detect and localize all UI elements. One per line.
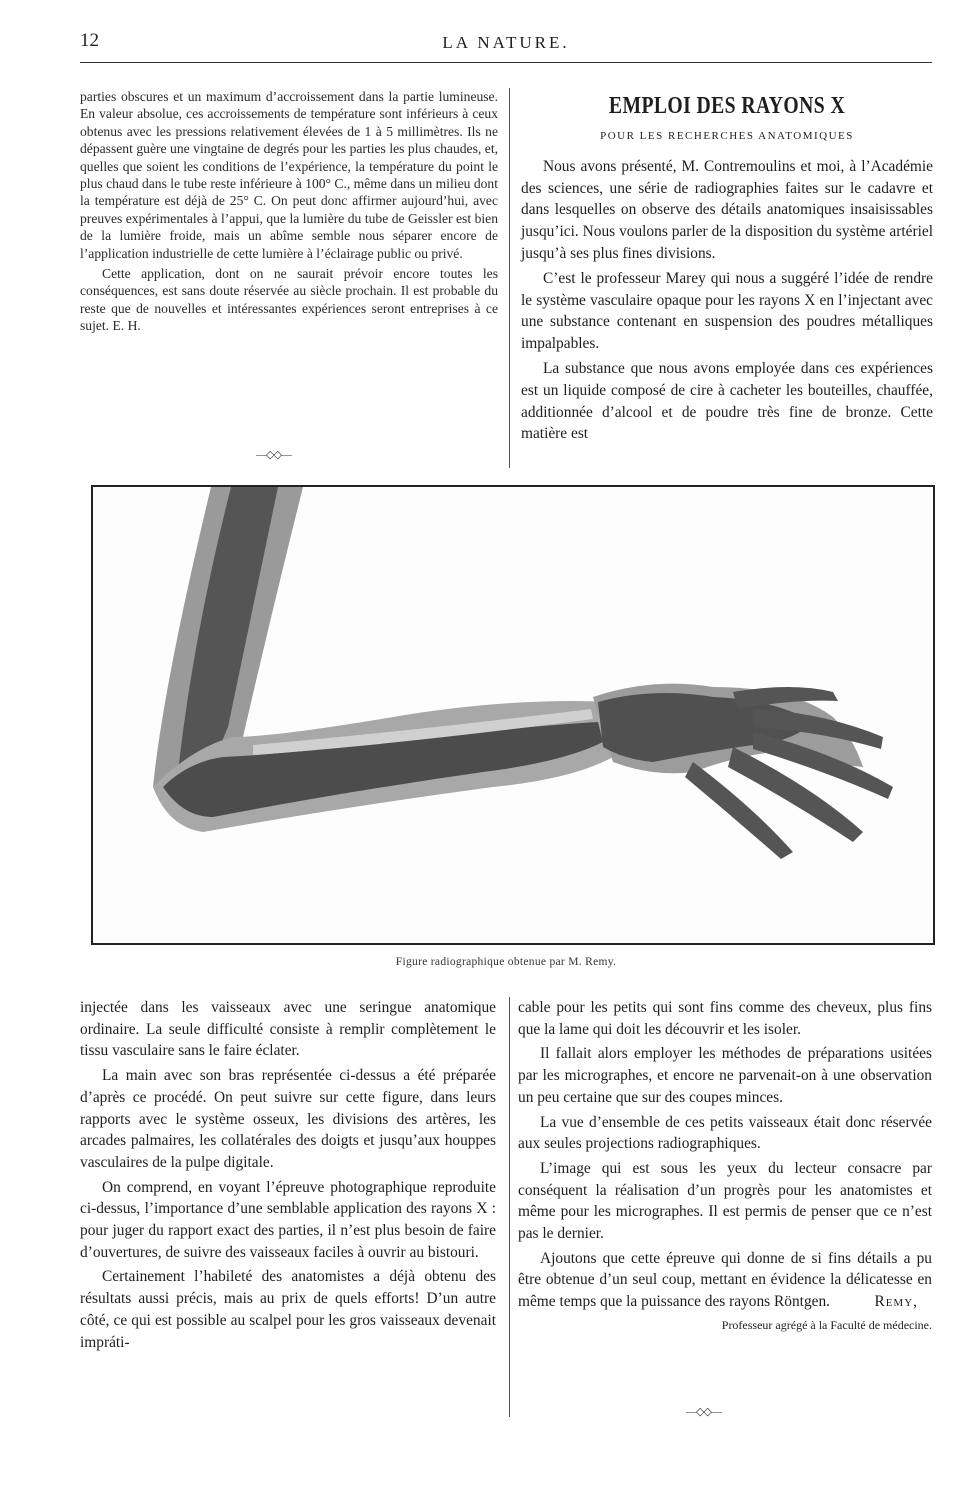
article-column-right [518, 997, 932, 1337]
paragraph: L’image qui est sous les yeux du lecteur consacre par conséquent la réalisation d’un progrès pour les anatomistes et même pour les micrographes. Il est permis de penser que ce n’est pas le dernier. [518, 1159, 932, 1243]
paragraph: injectée dans les vaisseaux avec une seringue anatomique ordinaire. La seule difficulté consiste à remplir complètement le tissu vasculaire sans le faire éclater. [80, 999, 496, 1060]
article-intro-column [521, 92, 933, 445]
paragraph: La vue d’ensemble de ces petits vaisseaux était donc réservée aux seules projections radiographiques. [518, 1113, 932, 1153]
paragraph: C’est le professeur Marey qui nous a suggéré l’idée de rendre le système vasculaire opaque pour les rayons X en l’injectant avec une substance contenant en suspension des poudres métalliques impalpables. [521, 269, 933, 353]
paragraph: Nous avons présenté, M. Contremoulins et moi, à l’Académie des sciences, une série de radiographies faites sur le cadavre et dans lesquelles on observe des détails anatomiques insaisissables jusqu’ici. Nous voulons parler de la disposition du système artériel jusqu’à ses plus fines divisions. [521, 157, 933, 262]
closing-text: Ajoutons que cette épreuve qui donne de si fins détails a pu être obtenue d’un seul coup, mettant en évidence la délicatesse en même temps que la puissance des rayons Röntgen. [518, 1249, 932, 1311]
author-signature: Remy, [874, 1293, 918, 1311]
paragraph: La main avec son bras représentée ci-dessus a été préparée d’après ce procédé. On peut suivre sur cette figure, dans leurs rapports avec le système osseux, les divisions des artères, les arcades palmaires, les collatérales des doigts et jusqu’aux houppes vasculaires de la pulpe digitale. [80, 1067, 496, 1171]
section-ornament: —◇◇— [686, 1406, 721, 1418]
article-column-left [80, 997, 496, 1353]
paragraph [518, 1248, 932, 1313]
author-affiliation: Professeur agrégé à la Faculté de médecine. [721, 1317, 932, 1332]
article-subtitle: POUR LES RECHERCHES ANATOMIQUES [600, 130, 854, 142]
journal-title: LA NATURE. [442, 33, 570, 52]
page-header [80, 30, 932, 60]
paragraph: cable pour les petits qui sont fins comme des cheveux, plus fins que la lame qui doit les découvrir et les isoler. [518, 999, 932, 1038]
column-divider [509, 88, 510, 468]
paragraph: Cette application, dont on ne saurait prévoir encore toutes les conséquences, est sans doute réservée au siècle prochain. Il est probable du reste que de nouvelles et intéressantes expériences seront entreprises à ce sujet. E. H. [80, 266, 498, 334]
paragraph: On comprend, en voyant l’épreuve photographique reproduite ci-dessus, l’importance d’une semblable application des rayons X : pour juger du rapport exact des parties, il n’est plus besoin de faire d’ouvertures, de suivre des vaisseaux faciles à ouvrir au bistouri. [80, 1178, 496, 1261]
column-divider [509, 997, 510, 1417]
paragraph: La substance que nous avons employée dans ces expériences est un liquide composé de cire à cacheter les bouteilles, chauffée, additionnée d’alcool et de poudre très fine de bronze. Cette matière est [521, 359, 933, 443]
previous-article-column [80, 88, 498, 335]
section-ornament: —◇◇— [256, 449, 291, 461]
figure-caption: Figure radiographique obtenue par M. Remy. [395, 956, 617, 968]
paragraph: parties obscures et un maximum d’accroissement dans la partie lumineuse. En valeur absolue, ces accroissements de température sont inférieurs à ceux obtenus avec les pressions relativement élevées de 1 à 5 millimètres. Ils ne dépassent guère une vingtaine de degrés pour les parties les plus chaudes, et, quelles que soient les conditions de l’expérience, la température du point le plus chaud dans le tube reste inférieure à 100° C., même dans un milieu dont la température est déjà de 25° C. On peut donc affirmer aujourd’hui, avec preuves expérimentales à l’appui, que la lumière du tube de Geissler est bien de la lumière froide, mais un abîme semble nous séparer encore de l’application industrielle de cette lumière à l’éclairage public ou privé. [80, 89, 498, 261]
radiograph-figure [91, 485, 935, 945]
article-title: EMPLOI DES RAYONS X [608, 93, 846, 119]
paragraph: Certainement l’habileté des anatomistes a déjà obtenu des résultats aussi précis, mais au prix de quels efforts! D’un autre côté, ce qui est possible au scalpel pour les gros vaisseaux devenait impráti- [80, 1268, 496, 1351]
arm-radiograph-image [93, 487, 933, 943]
header-rule [80, 62, 932, 63]
paragraph: Il fallait alors employer les méthodes de préparations usitées par les micrographes, et encore ne parvenait-on à une observation un peu certaine que sur des coupes minces. [518, 1045, 932, 1106]
page-number: 12 [80, 30, 99, 51]
